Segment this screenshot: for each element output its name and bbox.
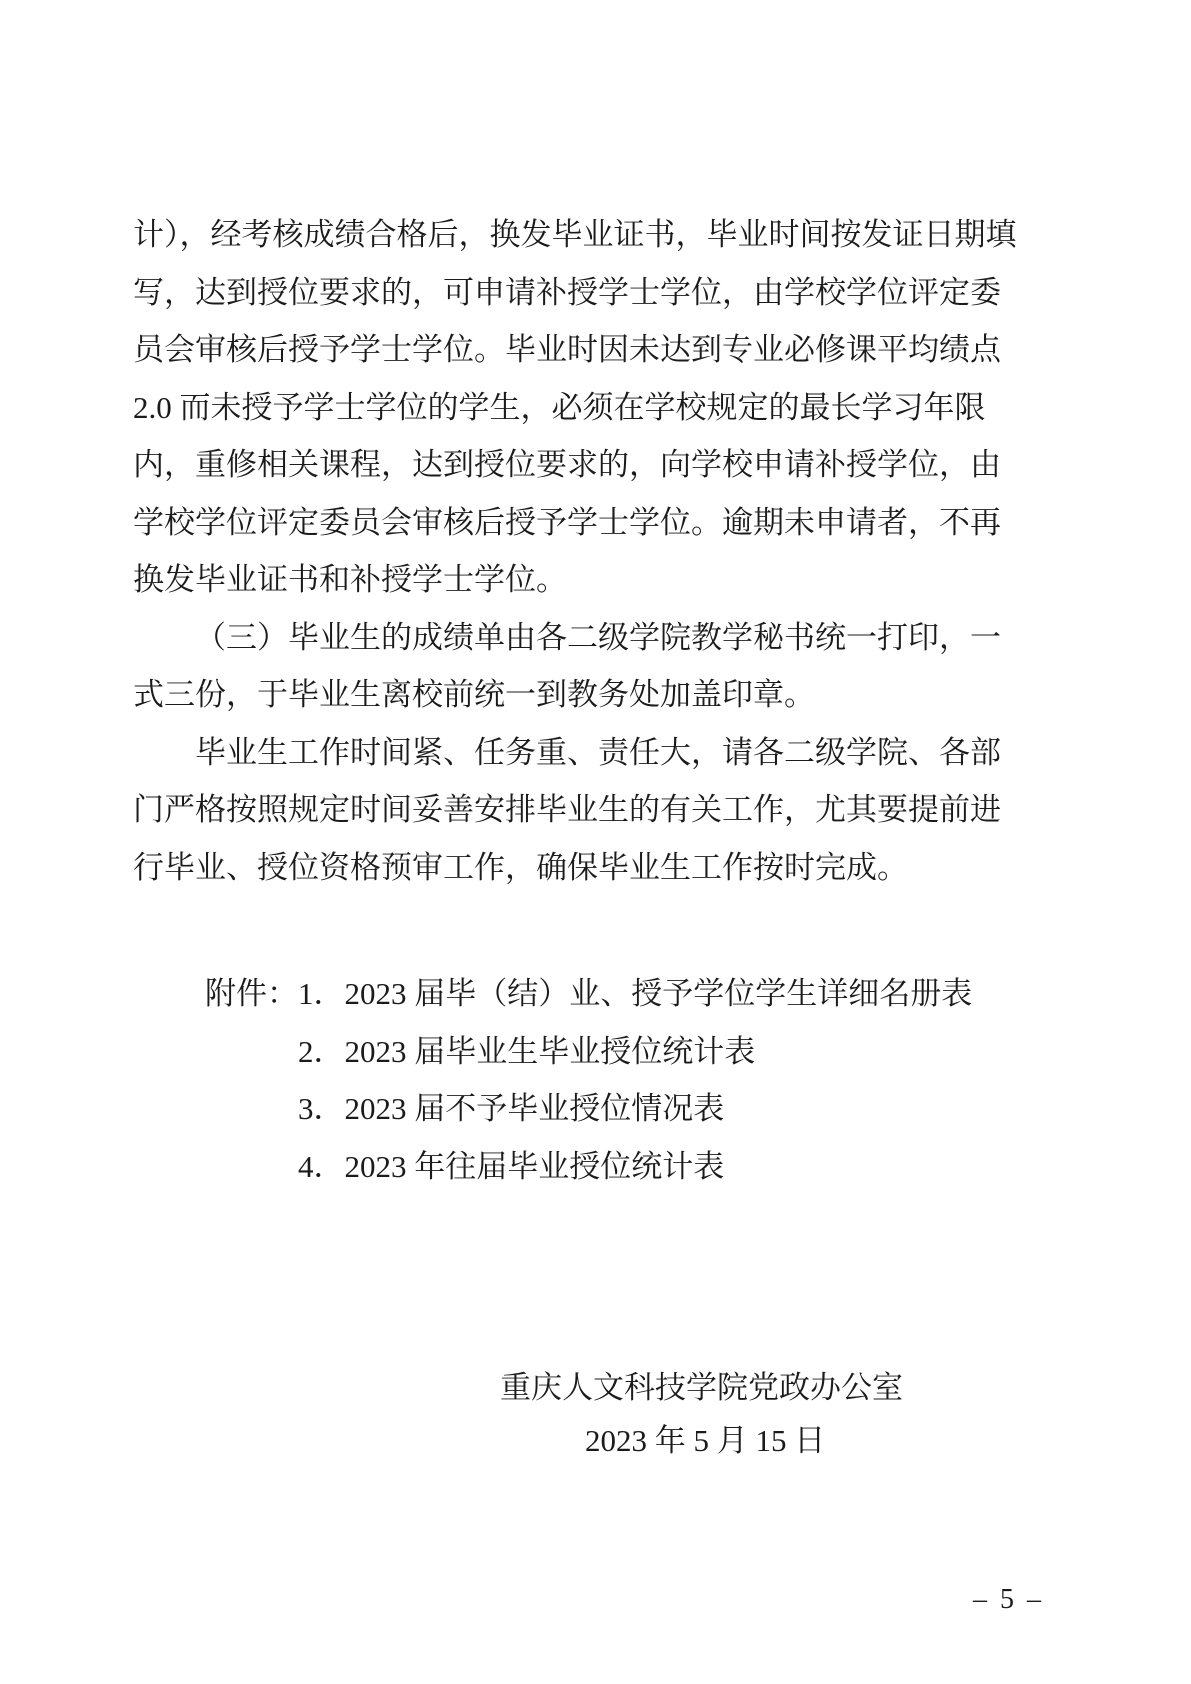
body-line: 学校学位评定委员会审核后授予学士学位。逾期未申请者，不再 bbox=[133, 504, 1001, 540]
body-line: 员会审核后授予学士学位。毕业时因未达到专业必修课平均绩点 bbox=[133, 332, 1001, 367]
attachment-item: 2．2023 届毕业生毕业授位统计表 bbox=[298, 1033, 756, 1069]
attachments-list bbox=[205, 965, 972, 1195]
body-line: 计），经考核成绩合格后，换发毕业证书，毕业时间按发证日期填 bbox=[133, 217, 1017, 252]
attachment-item: 4．2023 年往届毕业授位统计表 bbox=[298, 1148, 725, 1184]
body-line: 门严格按照规定时间妥善安排毕业生的有关工作，尤其要提前进 bbox=[133, 792, 1001, 827]
attachment-item bbox=[205, 965, 972, 1023]
body-line: 行毕业、授位资格预审工作，确保毕业生工作按时完成。 bbox=[133, 849, 908, 885]
body-line: 换发毕业证书和补授学士学位。 bbox=[133, 562, 567, 597]
body-paragraphs bbox=[133, 206, 1017, 896]
attachment-item-text: 1．2023 届毕（结）业、授予学位学生详细名册表 bbox=[298, 976, 973, 1011]
body-line: 内，重修相关课程，达到授位要求的，向学校申请补授学位，由 bbox=[133, 447, 1001, 482]
body-line: 2.0 而未授予学士学位的学生，必须在学校规定的最长学习年限 bbox=[133, 389, 986, 425]
page-number: – 5 – bbox=[973, 1584, 1044, 1615]
signature-date: 2023 年 5 月 15 日 bbox=[585, 1423, 826, 1458]
attachment-item: 3．2023 届不予毕业授位情况表 bbox=[298, 1091, 725, 1127]
body-line: 写，达到授位要求的，可申请补授学士学位，由学校学位评定委 bbox=[133, 274, 1001, 310]
body-line: 式三份，于毕业生离校前统一到教务处加盖印章。 bbox=[133, 677, 815, 712]
body-line: 毕业生工作时间紧、任务重、责任大，请各二级学院、各部 bbox=[195, 734, 1001, 770]
body-line: （三）毕业生的成绩单由各二级学院教学秘书统一打印，一 bbox=[195, 619, 1001, 655]
signature-organization: 重庆人文科技学院党政办公室 bbox=[500, 1370, 903, 1405]
attachments-label: 附件： bbox=[205, 976, 298, 1011]
